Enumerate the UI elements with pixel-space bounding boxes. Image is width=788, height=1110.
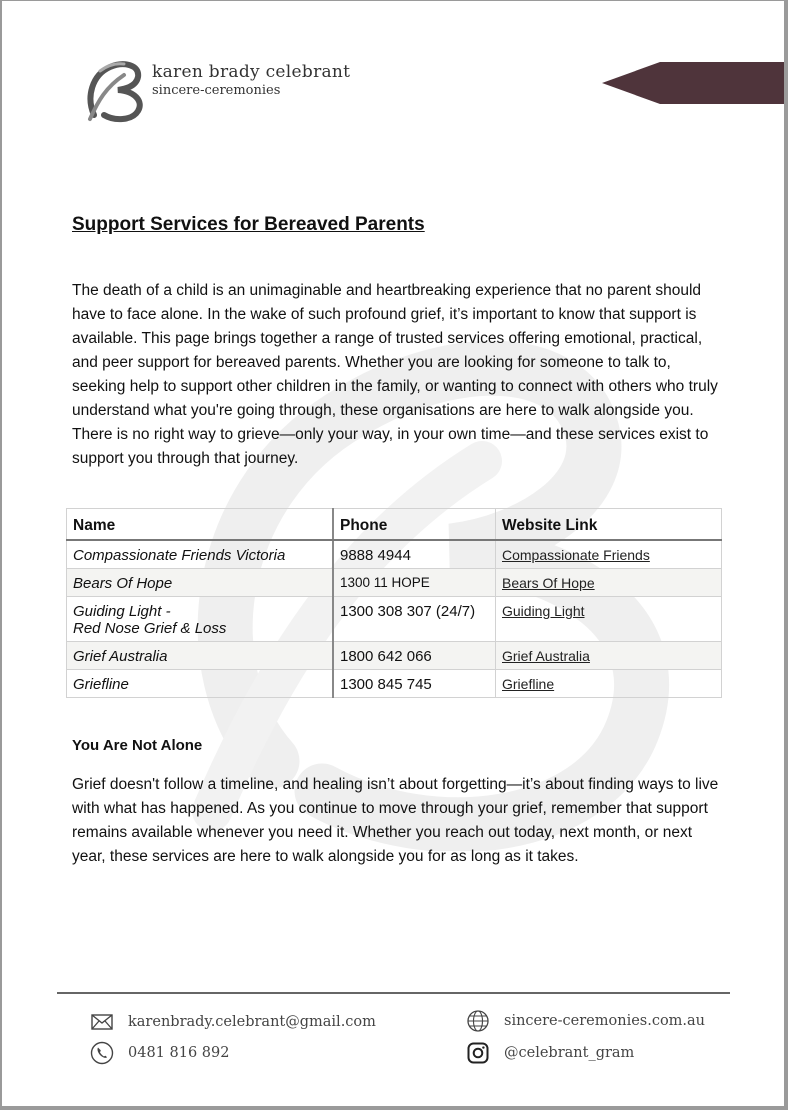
footer-phone[interactable] bbox=[90, 1041, 229, 1065]
b-monogram-icon bbox=[84, 57, 146, 123]
service-phone: 9888 4944 bbox=[333, 540, 496, 569]
envelope-icon bbox=[90, 1010, 114, 1034]
phone-icon bbox=[90, 1041, 114, 1065]
table-header-row bbox=[67, 509, 722, 541]
footer-phone-text: 0481 816 892 bbox=[128, 1045, 230, 1061]
table-row bbox=[67, 642, 722, 670]
service-link[interactable]: Grief Australia bbox=[502, 648, 590, 664]
footer-email-text: karenbrady.celebrant@gmail.com bbox=[128, 1014, 376, 1030]
intro-paragraph: The death of a child is an unimaginable and heartbreaking experience that no parent should have to face alone. In the wake of such profound grief, it’s important to know that support is available. This page brings together a range of trusted services offering emotional, practical, and peer support for bereaved parents. Whether you are looking for someone to talk to, seeking help to support other children in the family, or wanting to connect with others who truly understand what you're going through, these organisations are here to walk alongside you. There is no right way to grieve—only your way, in your own time—and these services exist to support you through that journey. bbox=[72, 282, 718, 467]
services-table bbox=[66, 508, 722, 698]
service-name-line2: Red Nose Grief & Loss bbox=[73, 620, 227, 637]
service-phone: 1300 845 745 bbox=[333, 670, 496, 698]
service-name: Grief Australia bbox=[67, 642, 334, 670]
brand-tagline: sincere-ceremonies bbox=[152, 83, 281, 98]
section-heading: You Are Not Alone bbox=[72, 737, 203, 754]
column-header-name: Name bbox=[67, 509, 334, 541]
service-name: Compassionate Friends Victoria bbox=[67, 540, 334, 569]
footer-divider bbox=[57, 992, 730, 994]
service-phone: 1300 11 HOPE bbox=[333, 569, 496, 597]
service-name: Griefline bbox=[67, 670, 334, 698]
footer-instagram-text: @celebrant_gram bbox=[504, 1045, 635, 1061]
page-title: Support Services for Bereaved Parents bbox=[72, 214, 425, 235]
column-header-website: Website Link bbox=[496, 509, 722, 541]
service-name-line1: Guiding Light - bbox=[73, 603, 171, 620]
service-link[interactable]: Bears Of Hope bbox=[502, 575, 595, 591]
closing-paragraph: Grief doesn't follow a timeline, and healing isn’t about forgetting—it’s about finding ways to live with what has happened. As you continue to move through your grief, remember that support remains available whenever you need it. Whether you reach out today, next month, or next year, these services are here to walk alongside you for as long as it takes. bbox=[72, 776, 719, 865]
service-name: Bears Of Hope bbox=[67, 569, 334, 597]
service-link[interactable]: Griefline bbox=[502, 676, 555, 692]
footer-instagram[interactable] bbox=[466, 1041, 634, 1065]
service-link[interactable]: Compassionate Friends bbox=[502, 547, 650, 563]
table-row bbox=[67, 670, 722, 698]
service-name bbox=[67, 597, 334, 642]
brand-name: karen brady celebrant bbox=[152, 62, 351, 82]
table-row bbox=[67, 569, 722, 597]
instagram-icon bbox=[466, 1041, 490, 1065]
globe-icon bbox=[466, 1009, 490, 1033]
footer-email[interactable] bbox=[90, 1010, 376, 1034]
brand-block bbox=[152, 61, 350, 99]
column-header-phone: Phone bbox=[333, 509, 496, 541]
footer-website[interactable] bbox=[466, 1009, 705, 1033]
arrow-banner bbox=[602, 62, 784, 104]
footer-website-text: sincere-ceremonies.com.au bbox=[504, 1013, 706, 1029]
table-row bbox=[67, 540, 722, 569]
document-page bbox=[2, 1, 784, 1106]
table-row bbox=[67, 597, 722, 642]
service-phone: 1300 308 307 (24/7) bbox=[333, 597, 496, 642]
service-phone: 1800 642 066 bbox=[333, 642, 496, 670]
service-link[interactable]: Guiding Light bbox=[502, 603, 585, 619]
